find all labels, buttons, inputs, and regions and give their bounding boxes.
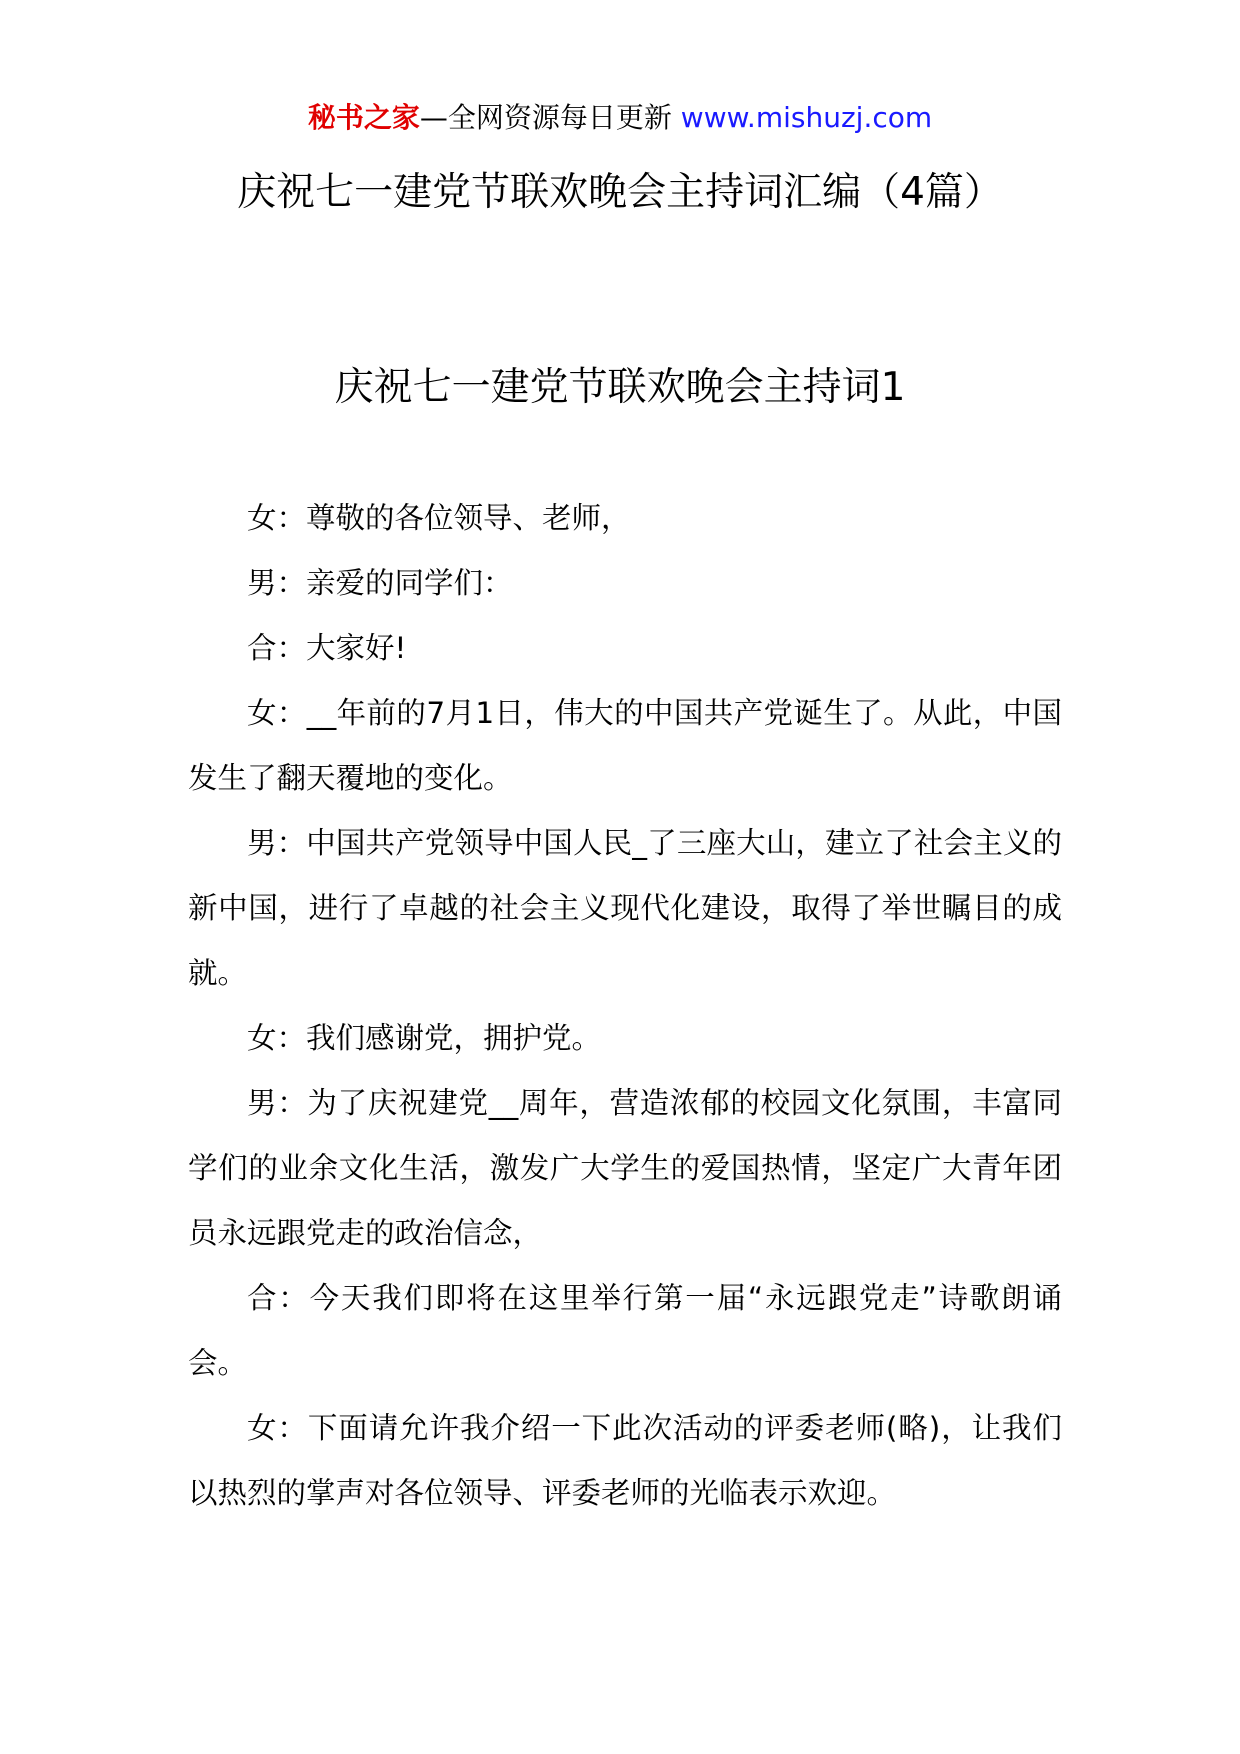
header-url-link[interactable]: www.mishuzj.com	[680, 101, 933, 134]
site-header	[0, 98, 1240, 138]
header-slogan: —全网资源每日更新	[419, 101, 672, 134]
paragraph: 男：为了庆祝建党__周年，营造浓郁的校园文化氛围，丰富同学们的业余文化生活，激发广大学生的爱国热情，坚定广大青年团员永远跟党走的政治信念，	[188, 1086, 1062, 1250]
paragraph: 合：今天我们即将在这里举行第一届“永远跟党走”诗歌朗诵会。	[188, 1281, 1062, 1380]
paragraph: 男：亲爱的同学们：	[247, 566, 513, 600]
section-title: 庆祝七一建党节联欢晚会主持词1	[334, 365, 906, 410]
paragraph: 合：大家好!	[247, 631, 407, 665]
header-brand: 秘书之家	[307, 101, 420, 134]
paragraph: 男：中国共产党领导中国人民_了三座大山，建立了社会主义的新中国，进行了卓越的社会主义现代化建设，取得了举世瞩目的成就。	[188, 826, 1062, 990]
paragraph: 女：下面请允许我介绍一下此次活动的评委老师(略)，让我们以热烈的掌声对各位领导、评委老师的光临表示欢迎。	[188, 1411, 1062, 1510]
document-body	[188, 486, 1062, 1526]
document-title: 庆祝七一建党节联欢晚会主持词汇编（4篇）	[237, 170, 1003, 215]
paragraph: 女：__年前的7月1日，伟大的中国共产党诞生了。从此，中国发生了翻天覆地的变化。	[188, 696, 1062, 795]
paragraph: 女：我们感谢党，拥护党。	[247, 1021, 602, 1055]
paragraph: 女：尊敬的各位领导、老师，	[247, 501, 631, 535]
